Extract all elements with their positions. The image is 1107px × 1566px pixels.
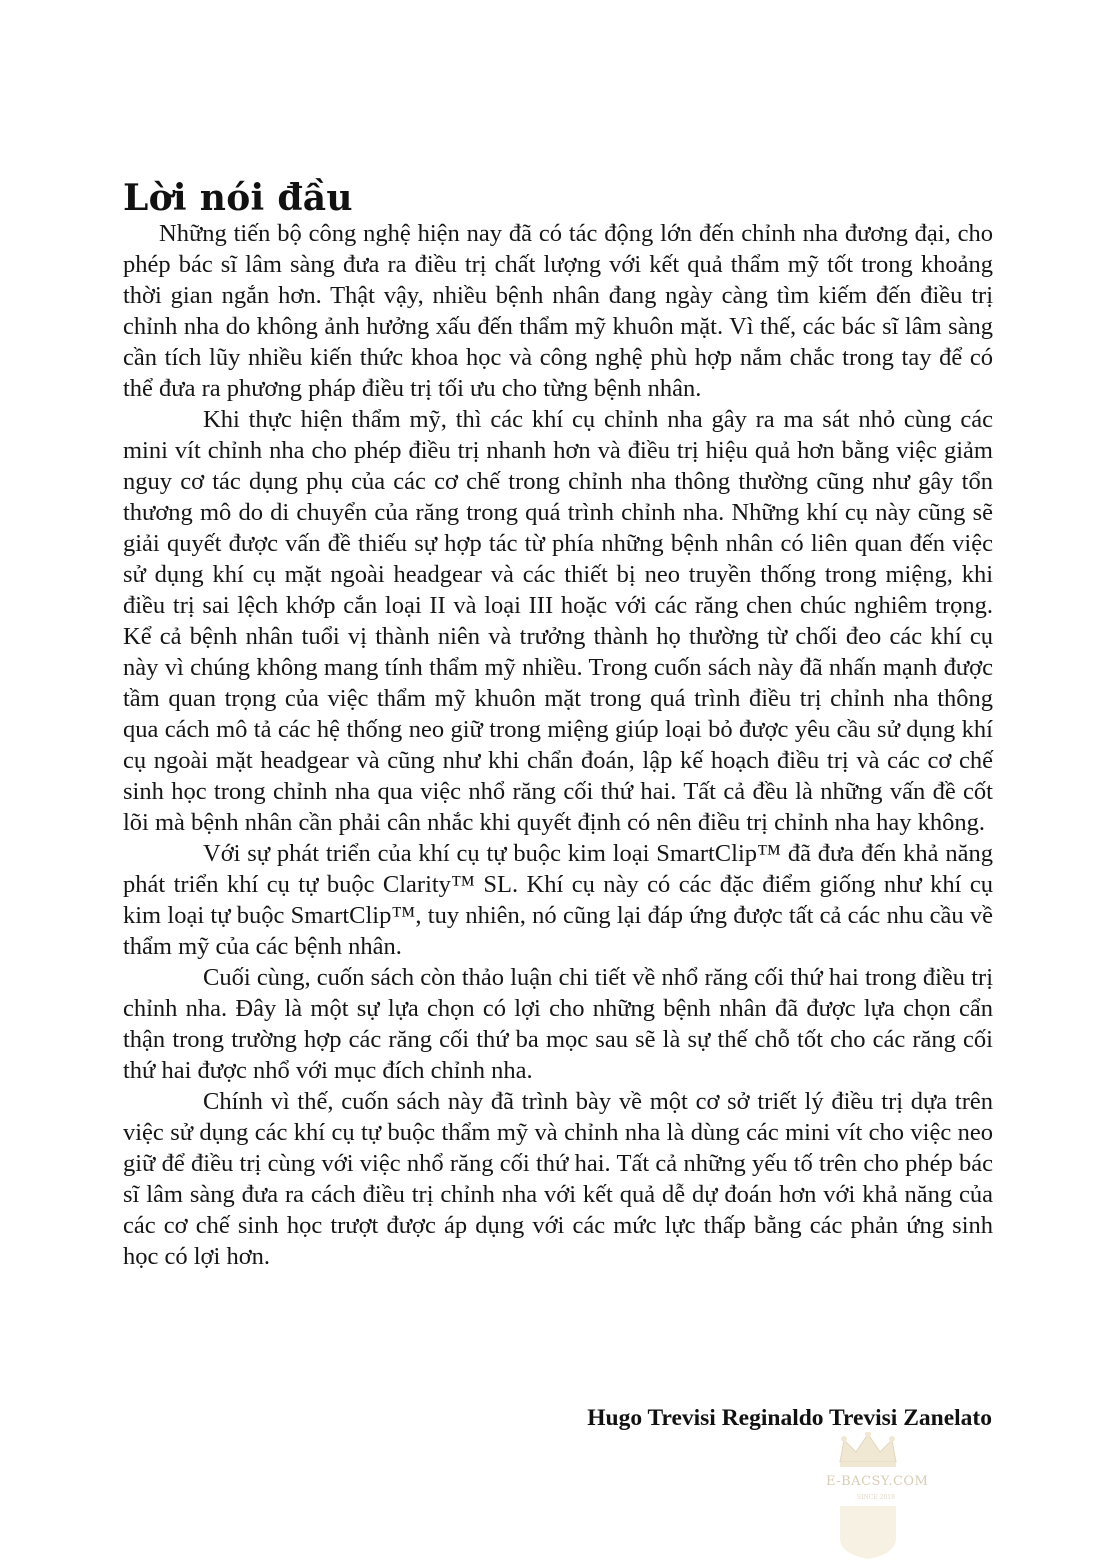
paragraph-4: Cuối cùng, cuốn sách còn thảo luận chi tiết về nhổ răng cối thứ hai trong điều trị chỉnh nha. Đây là một sự lựa chọn có lợi cho những bệnh nhân đã được lựa chọn cẩn thận trong trường hợp các răng cối thứ ba mọc sau sẽ là sự thế chỗ tốt cho các răng cối thứ hai được nhổ với mục đích chỉnh nha. bbox=[123, 964, 993, 1084]
watermark bbox=[826, 1432, 929, 1560]
paragraph-3: Với sự phát triển của khí cụ tự buộc kim loại SmartClip™ đã đưa đến khả năng phát triển khí cụ tự buộc Clarity™ SL. Khí cụ này có các đặc điểm giống như khí cụ kim loại tự buộc SmartClip™, tuy nhiên, nó cũng lại đáp ứng được tất cả các nhu cầu về thẩm mỹ của các bệnh nhân. bbox=[123, 840, 993, 960]
watermark-subtext: SINCE 2018 bbox=[857, 1494, 895, 1501]
paragraph-5: Chính vì thế, cuốn sách này đã trình bày về một cơ sở triết lý điều trị dựa trên việc sử dụng các khí cụ tự buộc thẩm mỹ và chỉnh nha là dùng các mini vít cho việc neo giữ để điều trị cùng với việc nhổ răng cối thứ hai. Tất cả những yếu tố trên cho phép bác sĩ lâm sàng đưa ra cách điều trị chỉnh nha với kết quả dễ dự đoán hơn với khả năng của các cơ chế sinh học trượt được áp dụng với các mức lực thấp bằng các phản ứng sinh học có lợi hơn. bbox=[123, 1088, 993, 1270]
watermark-text: E-BACSY.COM bbox=[826, 1474, 929, 1489]
document-body bbox=[123, 218, 993, 1272]
shield-icon bbox=[838, 1504, 898, 1560]
page-title: Lời nói đầu bbox=[123, 177, 353, 219]
author-signature: Hugo Trevisi Reginaldo Trevisi Zanelato bbox=[587, 1405, 992, 1431]
paragraph-2: Khi thực hiện thẩm mỹ, thì các khí cụ chỉnh nha gây ra ma sát nhỏ cùng các mini vít chỉnh nha cho phép điều trị nhanh hơn và điều trị hiệu quả hơn bằng việc giảm nguy cơ tác dụng phụ của các cơ chế trong chỉnh nha thông thường cũng như gây tổn thương mô do di chuyển của răng trong quá trình chỉnh nha. Những khí cụ này cũng sẽ giải quyết được vấn đề thiếu sự hợp tác từ phía những bệnh nhân có liên quan đến việc sử dụng khí cụ mặt ngoài headgear và các thiết bị neo truyền thống trong miệng, khi điều trị sai lệch khớp cắn loại II và loại III hoặc với các răng chen chúc nghiêm trọng. Kể cả bệnh nhân tuổi vị thành niên và trưởng thành họ thường từ chối đeo các khí cụ này vì chúng không mang tính thẩm mỹ nhiều. Trong cuốn sách này đã nhấn mạnh được tầm quan trọng của việc thẩm mỹ khuôn mặt trong quá trình điều trị chỉnh nha thông qua cách mô tả các hệ thống neo giữ trong miệng giúp loại bỏ được yêu cầu sử dụng khí cụ ngoài mặt headgear và cũng như khi chẩn đoán, lập kế hoạch điều trị và các cơ chế sinh học trong chỉnh nha qua việc nhổ răng cối thứ hai. Tất cả đều là những vấn đề cốt lõi mà bệnh nhân cần phải cân nhắc khi quyết định có nên điều trị chỉnh nha hay không. bbox=[123, 406, 993, 836]
crown-icon bbox=[836, 1432, 900, 1468]
paragraph-1: Những tiến bộ công nghệ hiện nay đã có tác động lớn đến chỉnh nha đương đại, cho phép bác sĩ lâm sàng đưa ra điều trị chất lượng với kết quả thẩm mỹ tốt trong khoảng thời gian ngắn hơn. Thật vậy, nhiều bệnh nhân đang ngày càng tìm kiếm đến điều trị chỉnh nha do không ảnh hưởng xấu đến thẩm mỹ khuôn mặt. Vì thế, các bác sĩ lâm sàng cần tích lũy nhiều kiến thức khoa học và công nghệ phù hợp nắm chắc trong tay để có thể đưa ra phương pháp điều trị tối ưu cho từng bệnh nhân. bbox=[123, 220, 993, 402]
